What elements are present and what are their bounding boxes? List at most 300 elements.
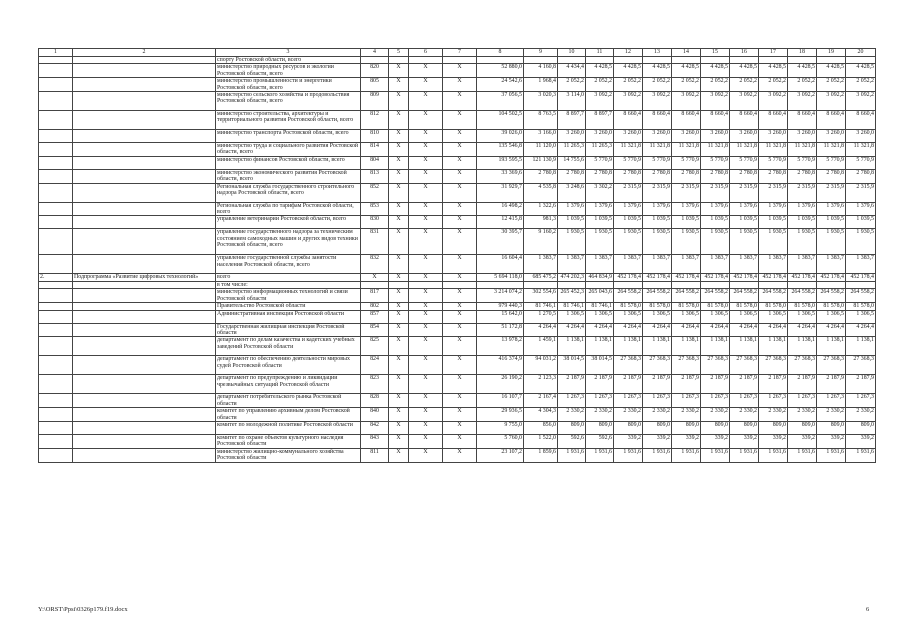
amount-cell: 5 770,9 [817,156,846,169]
amount-cell: 452 178,4 [614,274,643,281]
amount-cell: 264 558,2 [701,289,730,303]
row-number [39,421,73,434]
x-cell: X [443,337,477,356]
amount-cell: 4 428,5 [846,64,876,78]
x-cell: X [443,111,477,130]
column-number: 6 [409,49,443,57]
amount-cell: 4 264,4 [759,323,788,337]
x-cell: X [389,143,409,157]
amount-cell: 81 578,0 [701,303,730,310]
amount-cell: 4 264,4 [817,323,846,337]
amount-cell: 1 138,1 [586,337,614,356]
amount-cell: 13 978,2 [477,337,524,356]
amount-cell: 5 770,9 [759,156,788,169]
table-row [39,92,876,111]
amount-cell: 2 330,2 [643,408,672,422]
column-number: 11 [586,49,614,57]
amount-cell: 4 264,4 [524,323,558,337]
amount-cell: 8 660,4 [817,111,846,130]
amount-cell: 265 043,6 [586,289,614,303]
x-cell: X [409,169,443,183]
budget-code: 853 [361,202,389,216]
amount-cell: 4 428,5 [614,64,643,78]
amount-cell: 5 770,9 [846,156,876,169]
amount-cell: 1 930,5 [558,229,586,255]
row-number [39,156,73,169]
executor-name: министерство природных ресурсов и экологии Ростовской области, всего [216,64,361,78]
amount-cell: 1 379,6 [846,202,876,216]
amount-cell: 1 379,6 [701,202,730,216]
executor-name: министерство промышленности и энергетики Ростовской области, всего [216,78,361,92]
column-number: 3 [216,49,361,57]
amount-cell: 1 306,5 [730,310,759,323]
amount-cell: 8 660,4 [701,111,730,130]
x-cell: X [443,78,477,92]
amount-cell: 4 264,4 [846,323,876,337]
amount-cell [788,57,817,64]
amount-cell: 1 859,6 [524,448,558,462]
table-row [39,111,876,130]
amount-cell: 2 780,8 [846,169,876,183]
x-cell: X [409,130,443,143]
amount-cell: 809,0 [701,421,730,434]
amount-cell: 94 031,2 [524,356,558,375]
row-number [39,143,73,157]
amount-cell: 452 178,4 [730,274,759,281]
x-cell: X [409,156,443,169]
x-cell: X [443,408,477,422]
amount-cell [477,281,524,288]
amount-cell: 1 306,5 [846,310,876,323]
amount-cell: 464 834,9 [586,274,614,281]
amount-cell: 81 746,1 [524,303,558,310]
x-cell: X [409,310,443,323]
amount-cell: 5 770,9 [701,156,730,169]
amount-cell: 11 321,8 [730,143,759,157]
amount-cell: 81 578,0 [759,303,788,310]
x-cell: X [389,448,409,462]
amount-cell: 1 931,6 [730,448,759,462]
x-cell: X [409,64,443,78]
amount-cell: 592,6 [586,434,614,448]
amount-cell: 121 130,9 [524,156,558,169]
budget-code: 824 [361,356,389,375]
amount-cell: 5 770,9 [672,156,701,169]
amount-cell: 1 039,5 [614,216,643,229]
amount-cell: 1 138,1 [558,337,586,356]
amount-cell: 4 160,8 [524,64,558,78]
table-row [39,229,876,255]
amount-cell: 1 306,5 [672,310,701,323]
amount-cell: 3 260,0 [788,130,817,143]
row-number [39,111,73,130]
executor-name: управление государственной службы занятости населения Ростовской области, всего [216,255,361,274]
amount-cell: 2 187,9 [614,375,643,394]
amount-cell: 81 578,0 [788,303,817,310]
budget-code: 831 [361,229,389,255]
amount-cell [846,281,876,288]
column-number: 16 [730,49,759,57]
amount-cell: 1 138,1 [643,337,672,356]
amount-cell: 16 107,7 [477,394,524,408]
amount-cell: 5 760,0 [477,434,524,448]
amount-cell: 1 039,5 [846,216,876,229]
x-cell: X [389,78,409,92]
amount-cell: 809,0 [788,421,817,434]
x-cell: X [389,156,409,169]
amount-cell: 12 415,8 [477,216,524,229]
amount-cell: 1 930,5 [672,229,701,255]
x-cell: X [443,156,477,169]
row-number [39,130,73,143]
amount-cell: 1 459,1 [524,337,558,356]
amount-cell [524,281,558,288]
amount-cell: 2 780,8 [524,169,558,183]
amount-cell: 2 187,9 [846,375,876,394]
table-row [39,130,876,143]
amount-cell: 3 260,0 [558,130,586,143]
amount-cell: 2 187,9 [558,375,586,394]
amount-cell: 3 260,0 [672,130,701,143]
column-number: 17 [759,49,788,57]
program-name [73,337,216,356]
amount-cell: 2 780,8 [701,169,730,183]
amount-cell [730,57,759,64]
column-number: 19 [817,49,846,57]
amount-cell: 339,2 [817,434,846,448]
amount-cell: 1 039,5 [643,216,672,229]
row-number [39,255,73,274]
table-row [39,356,876,375]
footer-file-path: Y:\ORST\Ppsi\0326p179.f19.docx [38,606,128,613]
amount-cell: 809,0 [558,421,586,434]
amount-cell: 23 107,2 [477,448,524,462]
amount-cell [817,57,846,64]
amount-cell: 2 330,2 [586,408,614,422]
amount-cell: 11 321,8 [788,143,817,157]
program-name [73,143,216,157]
amount-cell: 2 330,2 [701,408,730,422]
row-number [39,229,73,255]
amount-cell [614,281,643,288]
amount-cell: 3 260,0 [614,130,643,143]
amount-cell: 3 092,2 [586,92,614,111]
amount-cell: 3 214 074,2 [477,289,524,303]
executor-name: Административная инспекция Ростовской области [216,310,361,323]
amount-cell: 3 092,2 [846,92,876,111]
table-row [39,303,876,310]
amount-cell: 2 315,9 [759,183,788,202]
amount-cell: 1 522,0 [524,434,558,448]
program-name [73,183,216,202]
amount-cell: 1 930,5 [586,229,614,255]
amount-cell: 3 302,2 [586,183,614,202]
amount-cell: 27 368,3 [759,356,788,375]
amount-cell: 2 052,2 [614,78,643,92]
amount-cell: 11 321,8 [614,143,643,157]
table-row [39,169,876,183]
table-row [39,310,876,323]
amount-cell: 264 558,2 [759,289,788,303]
amount-cell: 8 660,4 [759,111,788,130]
x-cell: X [389,323,409,337]
row-number [39,310,73,323]
amount-cell: 2 330,2 [730,408,759,422]
amount-cell: 339,2 [701,434,730,448]
amount-cell: 27 368,3 [817,356,846,375]
x-cell [409,281,443,288]
amount-cell: 81 578,0 [730,303,759,310]
column-number: 18 [788,49,817,57]
amount-cell: 1 383,7 [817,255,846,274]
amount-cell: 4 428,5 [643,64,672,78]
x-cell: X [409,289,443,303]
amount-cell: 4 428,5 [759,64,788,78]
amount-cell: 11 120,0 [524,143,558,157]
amount-cell: 2 780,8 [788,169,817,183]
amount-cell: 416 374,9 [477,356,524,375]
amount-cell: 5 770,9 [730,156,759,169]
x-cell: X [443,323,477,337]
executor-name: министерство финансов Ростовской области, всего [216,156,361,169]
amount-cell: 1 138,1 [672,337,701,356]
executor-name: Региональная служба государственного строительного надзора Ростовской области, всего [216,183,361,202]
column-number: 7 [443,49,477,57]
x-cell: X [409,274,443,281]
executor-name: департамент по предупреждению и ликвидации чрезвычайных ситуаций Ростовской области [216,375,361,394]
x-cell: X [443,183,477,202]
amount-cell: 1 267,3 [846,394,876,408]
table-row [39,274,876,281]
x-cell: X [409,337,443,356]
x-cell: X [409,111,443,130]
amount-cell: 339,2 [672,434,701,448]
x-cell: X [443,421,477,434]
x-cell: X [409,303,443,310]
amount-cell: 2 052,2 [846,78,876,92]
amount-cell: 1 379,6 [643,202,672,216]
row-number [39,183,73,202]
amount-cell: 1 931,6 [846,448,876,462]
amount-cell: 1 039,5 [701,216,730,229]
amount-cell [759,57,788,64]
amount-cell: 1 039,5 [817,216,846,229]
x-cell: X [389,92,409,111]
amount-cell: 809,0 [846,421,876,434]
amount-cell: 8 660,4 [788,111,817,130]
amount-cell: 809,0 [614,421,643,434]
budget-code: 820 [361,64,389,78]
amount-cell: 24 542,6 [477,78,524,92]
amount-cell: 1 138,1 [846,337,876,356]
amount-cell: 2 780,8 [730,169,759,183]
row-number [39,216,73,229]
program-name [73,202,216,216]
amount-cell: 809,0 [817,421,846,434]
amount-cell: 1 379,6 [817,202,846,216]
amount-cell [586,57,614,64]
amount-cell: 1 039,5 [558,216,586,229]
amount-cell: 1 930,5 [614,229,643,255]
x-cell: X [389,375,409,394]
amount-cell: 27 368,3 [788,356,817,375]
program-name [73,78,216,92]
row-number [39,169,73,183]
amount-cell: 1 930,5 [730,229,759,255]
program-name [73,64,216,78]
row-number: 2. [39,274,73,281]
amount-cell: 4 264,4 [586,323,614,337]
amount-cell: 2 780,8 [817,169,846,183]
amount-cell: 2 052,2 [759,78,788,92]
page-number: 6 [866,606,870,613]
row-number [39,281,73,288]
amount-cell: 8 660,4 [846,111,876,130]
amount-cell: 104 502,5 [477,111,524,130]
amount-cell: 2 780,8 [672,169,701,183]
amount-cell: 3 166,0 [524,130,558,143]
amount-cell: 2 052,2 [701,78,730,92]
x-cell: X [409,255,443,274]
amount-cell: 1 138,1 [788,337,817,356]
amount-cell [730,281,759,288]
column-number: 13 [643,49,672,57]
x-cell [389,281,409,288]
budget-code: 842 [361,421,389,434]
amount-cell: 1 931,6 [788,448,817,462]
amount-cell: 1 931,6 [586,448,614,462]
executor-name: министерство жилищно-коммунального хозяйства Ростовской области [216,448,361,462]
x-cell: X [389,202,409,216]
amount-cell: 339,2 [788,434,817,448]
budget-code: 811 [361,448,389,462]
table-row [39,183,876,202]
amount-cell: 3 260,0 [846,130,876,143]
amount-cell: 1 931,6 [759,448,788,462]
amount-cell: 2 123,3 [524,375,558,394]
x-cell: X [409,229,443,255]
amount-cell: 11 321,8 [759,143,788,157]
x-cell: X [389,229,409,255]
row-number [39,57,73,64]
amount-cell: 1 930,5 [701,229,730,255]
amount-cell: 27 368,3 [846,356,876,375]
x-cell: X [443,143,477,157]
amount-cell: 1 930,5 [846,229,876,255]
program-name [73,229,216,255]
amount-cell: 809,0 [759,421,788,434]
x-cell: X [389,434,409,448]
x-cell: X [389,111,409,130]
amount-cell: 4 264,4 [788,323,817,337]
program-name [73,169,216,183]
row-number [39,64,73,78]
table-row [39,421,876,434]
table-row [39,202,876,216]
executor-name: департамент потребительского рынка Ростовской области [216,394,361,408]
executor-name: министерство труда и социального развития Ростовской области, всего [216,143,361,157]
amount-cell: 8 897,7 [558,111,586,130]
executor-name: всего [216,274,361,281]
budget-code: 809 [361,92,389,111]
program-name [73,281,216,288]
column-number: 8 [477,49,524,57]
table-row [39,394,876,408]
amount-cell: 1 383,7 [701,255,730,274]
x-cell: X [443,64,477,78]
amount-cell [524,57,558,64]
row-number [39,78,73,92]
amount-cell: 3 092,2 [817,92,846,111]
amount-cell: 809,0 [672,421,701,434]
row-number [39,375,73,394]
amount-cell: 11 321,8 [672,143,701,157]
amount-cell: 1 039,5 [730,216,759,229]
amount-cell [701,57,730,64]
table-row [39,375,876,394]
table-row [39,143,876,157]
amount-cell: 1 930,5 [643,229,672,255]
amount-cell: 11 265,3 [586,143,614,157]
amount-cell: 1 267,3 [614,394,643,408]
amount-cell: 52 880,0 [477,64,524,78]
row-number [39,434,73,448]
amount-cell: 1 322,6 [524,202,558,216]
column-number: 2 [73,49,216,57]
program-name [73,375,216,394]
amount-cell: 1 383,7 [672,255,701,274]
amount-cell: 1 383,7 [788,255,817,274]
amount-cell: 2 330,2 [817,408,846,422]
amount-cell: 15 642,0 [477,310,524,323]
budget-code: 830 [361,216,389,229]
amount-cell: 1 379,6 [586,202,614,216]
x-cell: X [443,289,477,303]
amount-cell: 685 475,2 [524,274,558,281]
amount-cell: 8 660,4 [614,111,643,130]
executor-name: спорту Ростовской области, всего [216,57,361,64]
amount-cell: 856,0 [524,421,558,434]
amount-cell: 29 936,5 [477,408,524,422]
amount-cell: 1 306,5 [558,310,586,323]
amount-cell: 1 931,6 [672,448,701,462]
budget-table [38,48,876,463]
amount-cell: 1 267,3 [730,394,759,408]
amount-cell: 30 395,7 [477,229,524,255]
column-number: 4 [361,49,389,57]
amount-cell: 2 780,8 [643,169,672,183]
amount-cell: 2 780,8 [586,169,614,183]
amount-cell: 2 052,2 [788,78,817,92]
executor-name: управление ветеринарии Ростовской области, всего [216,216,361,229]
column-number: 1 [39,49,73,57]
amount-cell: 1 039,5 [759,216,788,229]
amount-cell: 1 267,3 [558,394,586,408]
amount-cell [817,281,846,288]
budget-code: X [361,274,389,281]
amount-cell: 2 315,9 [672,183,701,202]
amount-cell: 1 383,7 [614,255,643,274]
amount-cell: 1 379,6 [614,202,643,216]
amount-cell: 452 178,4 [759,274,788,281]
amount-cell [586,281,614,288]
x-cell: X [389,394,409,408]
budget-code: 828 [361,394,389,408]
amount-cell: 2 187,9 [643,375,672,394]
x-cell: X [409,434,443,448]
budget-code: 805 [361,78,389,92]
table-row [39,337,876,356]
